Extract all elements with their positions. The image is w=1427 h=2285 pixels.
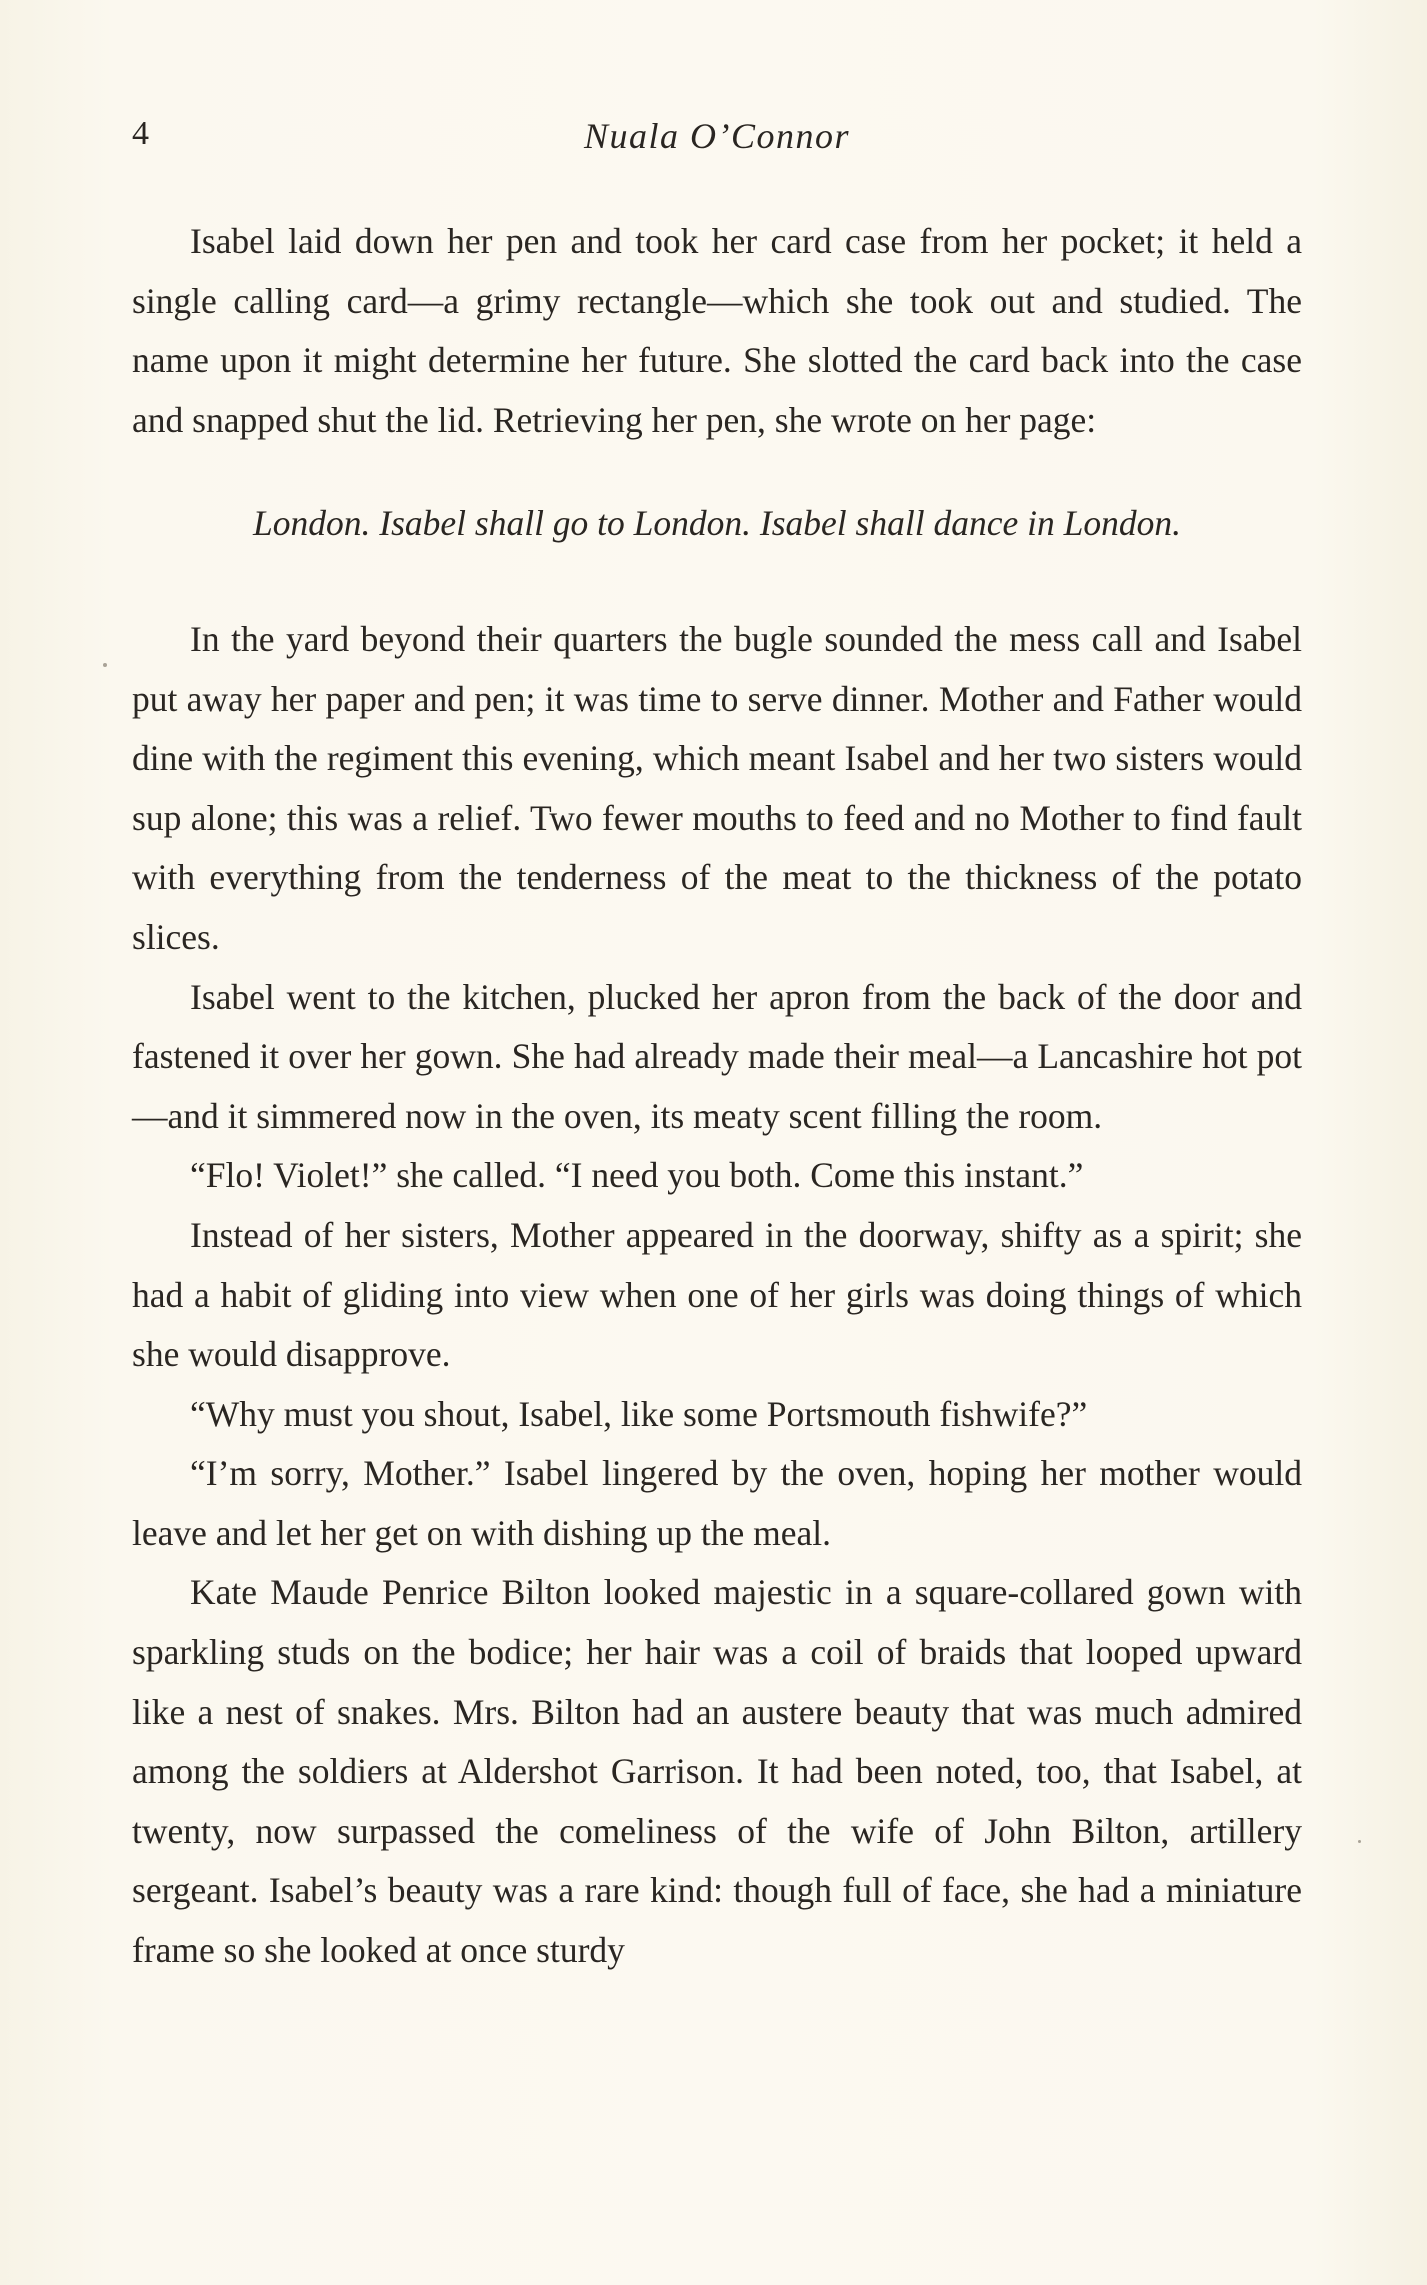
running-head (132, 115, 1302, 165)
paragraph: Instead of her sisters, Mother appeared in the doorway, shifty as a spirit; she had a habit of gliding into view when one of her girls was doing things of which she would disapprove. (132, 1214, 1302, 1375)
body-text (132, 212, 1302, 1981)
paragraph: Isabel laid down her pen and took her card case from her pocket; it held a single calling card—a grimy rectangle—which she took out and studied. The name upon it might determine her future. She slotted the card back into the case and snapped shut the lid. Retrieving her pen, she wrote on her page: (132, 221, 1302, 440)
paragraph: “Why must you shout, Isabel, like some Portsmouth fishwife?” (190, 1393, 1088, 1434)
italic-inscription: London. Isabel shall go to London. Isabel shall dance in London. (253, 503, 1181, 544)
paragraph: “Flo! Violet!” she called. “I need you both. Come this instant.” (190, 1155, 1084, 1196)
paragraph: Isabel went to the kitchen, plucked her apron from the back of the door and fastened it over her gown. She had already made their meal—a Lancashire hot pot—and it simmered now in the oven, its meaty scent filling the room. (132, 976, 1302, 1136)
paragraph: In the yard beyond their quarters the bugle sounded the mess call and Isabel put away her paper and pen; it was time to serve dinner. Mother and Father would dine with the regiment this evening, which meant Isabel and her two sisters would sup alone; this was a relief. Two fewer mouths to feed and no Mother to find fault with everything from the tenderness of the meat to the thickness of the potato slices. (132, 618, 1302, 957)
paragraph: “I’m sorry, Mother.” Isabel lingered by the oven, hoping her mother would leave and let her get on with dishing up the meal. (132, 1453, 1302, 1553)
page-number: 4 (132, 115, 149, 152)
paragraph: Kate Maude Penrice Bilton looked majestic in a square-collared gown with sparkling studs on the bodice; her hair was a coil of braids that looped upward like a nest of snakes. Mrs. Bilton had an austere beauty that was much admired among the soldiers at Aldershot Garrison. It had been noted, too, that Isabel, at twenty, now surpassed the comeliness of the wife of John Bilton, artillery sergeant. Isabel’s beauty was a rare kind: though full of face, she had a miniature frame so she looked at once sturdy (132, 1572, 1302, 1971)
paper-speck (103, 663, 107, 667)
author-running-title: Nuala O’Connor (583, 116, 851, 156)
paper-speck (1358, 1840, 1361, 1843)
